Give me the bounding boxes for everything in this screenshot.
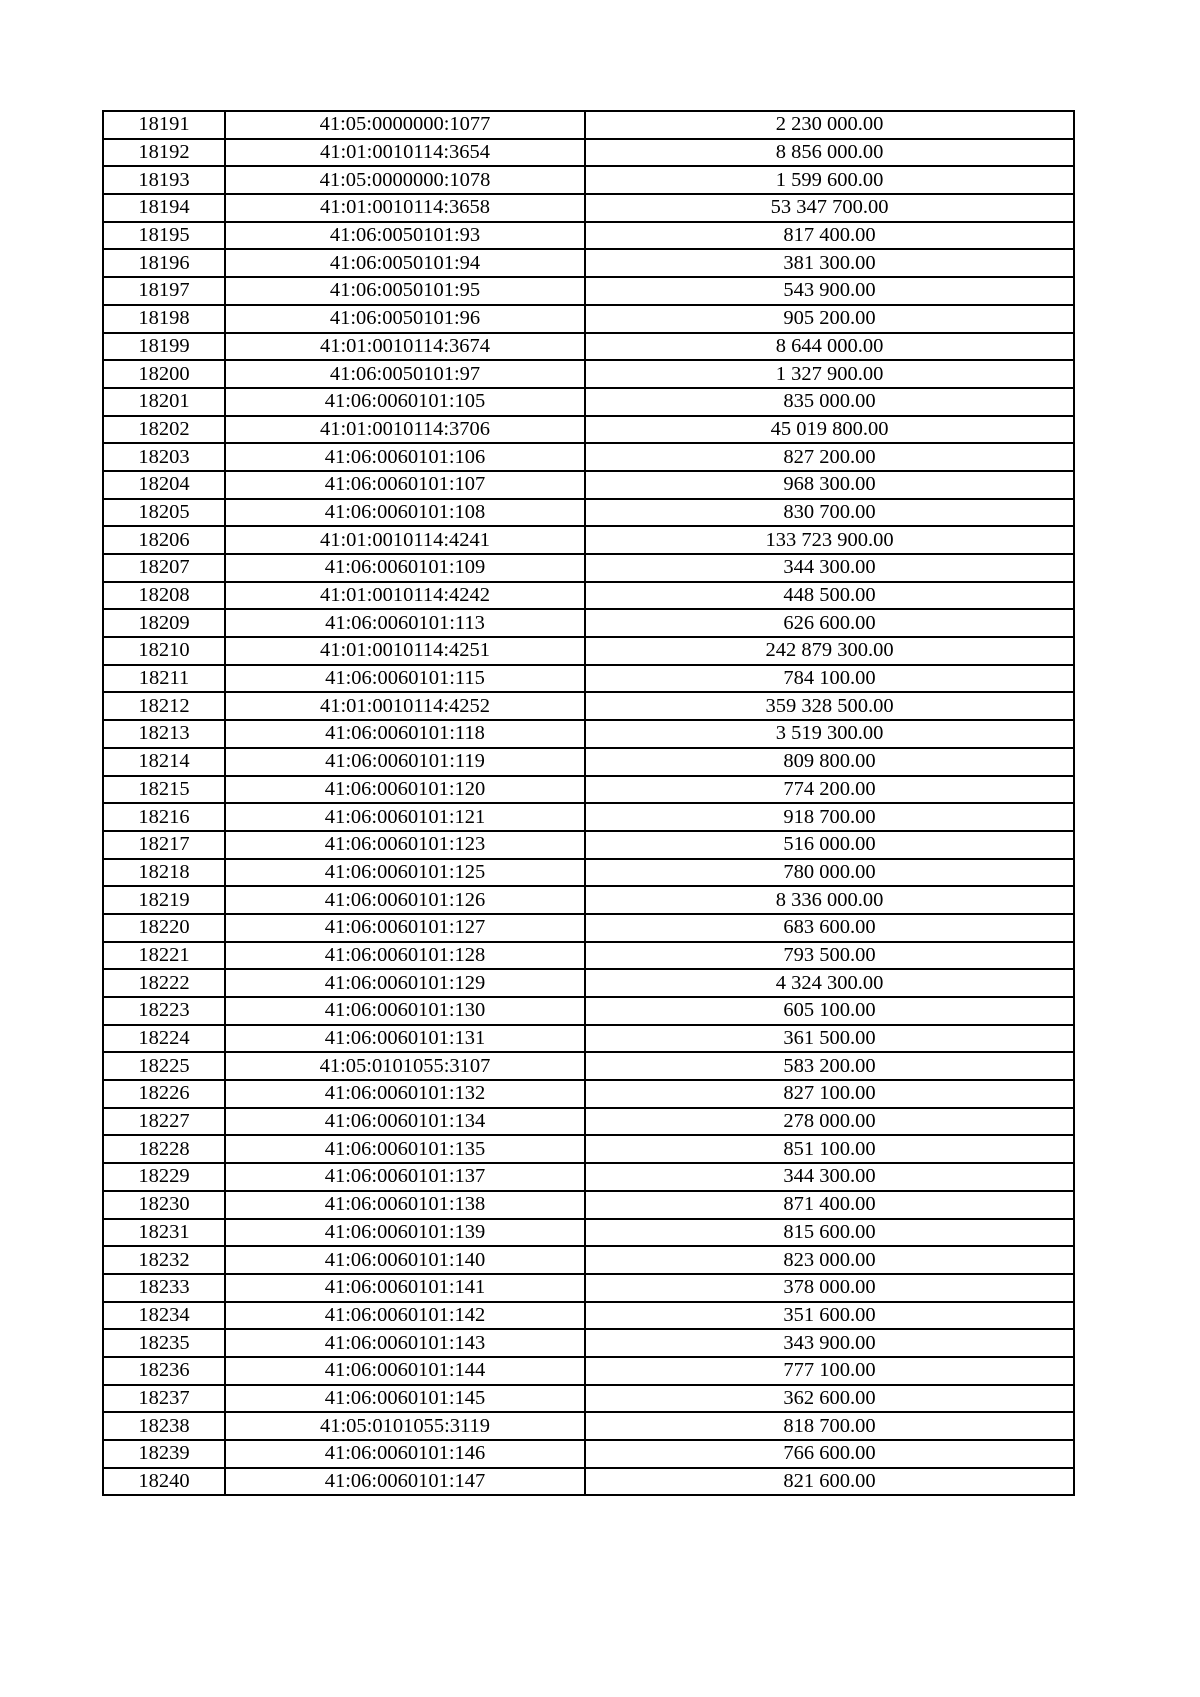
row-number-cell: 18224 bbox=[103, 1025, 225, 1053]
row-number-cell: 18238 bbox=[103, 1412, 225, 1440]
cadastral-value-cell: 3 519 300.00 bbox=[585, 720, 1074, 748]
table-row bbox=[103, 1025, 1074, 1053]
row-number-cell: 18235 bbox=[103, 1329, 225, 1357]
row-number-cell: 18198 bbox=[103, 305, 225, 333]
row-number-cell: 18197 bbox=[103, 277, 225, 305]
row-number-cell: 18196 bbox=[103, 249, 225, 277]
cadastral-value-cell: 605 100.00 bbox=[585, 997, 1074, 1025]
cadastral-number-cell: 41:05:0101055:3119 bbox=[225, 1412, 585, 1440]
table-row bbox=[103, 859, 1074, 887]
cadastral-value-cell: 823 000.00 bbox=[585, 1246, 1074, 1274]
cadastral-number-cell: 41:01:0010114:4242 bbox=[225, 582, 585, 610]
cadastral-number-cell: 41:06:0050101:96 bbox=[225, 305, 585, 333]
cadastral-number-cell: 41:06:0060101:108 bbox=[225, 499, 585, 527]
cadastral-value-cell: 626 600.00 bbox=[585, 609, 1074, 637]
row-number-cell: 18208 bbox=[103, 582, 225, 610]
cadastral-value-cell: 818 700.00 bbox=[585, 1412, 1074, 1440]
cadastral-number-cell: 41:06:0060101:127 bbox=[225, 914, 585, 942]
table-row bbox=[103, 1246, 1074, 1274]
cadastral-value-cell: 793 500.00 bbox=[585, 942, 1074, 970]
row-number-cell: 18191 bbox=[103, 111, 225, 139]
cadastral-value-cell: 827 100.00 bbox=[585, 1080, 1074, 1108]
row-number-cell: 18212 bbox=[103, 692, 225, 720]
row-number-cell: 18239 bbox=[103, 1440, 225, 1468]
table-row bbox=[103, 471, 1074, 499]
cadastral-value-cell: 45 019 800.00 bbox=[585, 416, 1074, 444]
cadastral-number-cell: 41:06:0060101:142 bbox=[225, 1302, 585, 1330]
cadastral-number-cell: 41:06:0060101:120 bbox=[225, 776, 585, 804]
row-number-cell: 18237 bbox=[103, 1385, 225, 1413]
table-row bbox=[103, 388, 1074, 416]
cadastral-number-cell: 41:06:0050101:95 bbox=[225, 277, 585, 305]
cadastral-number-cell: 41:05:0000000:1077 bbox=[225, 111, 585, 139]
row-number-cell: 18193 bbox=[103, 166, 225, 194]
table-row bbox=[103, 942, 1074, 970]
cadastral-value-cell: 381 300.00 bbox=[585, 249, 1074, 277]
row-number-cell: 18230 bbox=[103, 1191, 225, 1219]
row-number-cell: 18228 bbox=[103, 1135, 225, 1163]
cadastral-number-cell: 41:06:0060101:137 bbox=[225, 1163, 585, 1191]
cadastral-number-cell: 41:06:0060101:107 bbox=[225, 471, 585, 499]
row-number-cell: 18222 bbox=[103, 969, 225, 997]
row-number-cell: 18225 bbox=[103, 1052, 225, 1080]
cadastral-number-cell: 41:06:0060101:143 bbox=[225, 1329, 585, 1357]
cadastral-number-cell: 41:06:0060101:131 bbox=[225, 1025, 585, 1053]
table-row bbox=[103, 692, 1074, 720]
table-row bbox=[103, 305, 1074, 333]
cadastral-number-cell: 41:06:0060101:129 bbox=[225, 969, 585, 997]
cadastral-number-cell: 41:05:0101055:3107 bbox=[225, 1052, 585, 1080]
cadastral-number-cell: 41:06:0060101:144 bbox=[225, 1357, 585, 1385]
table-row bbox=[103, 1468, 1074, 1496]
table-row bbox=[103, 1440, 1074, 1468]
cadastral-value-cell: 1 327 900.00 bbox=[585, 360, 1074, 388]
cadastral-value-cell: 448 500.00 bbox=[585, 582, 1074, 610]
cadastral-value-cell: 242 879 300.00 bbox=[585, 637, 1074, 665]
cadastral-value-cell: 827 200.00 bbox=[585, 443, 1074, 471]
cadastral-value-cell: 809 800.00 bbox=[585, 748, 1074, 776]
row-number-cell: 18203 bbox=[103, 443, 225, 471]
cadastral-number-cell: 41:06:0060101:132 bbox=[225, 1080, 585, 1108]
cadastral-number-cell: 41:06:0060101:134 bbox=[225, 1108, 585, 1136]
row-number-cell: 18217 bbox=[103, 831, 225, 859]
row-number-cell: 18220 bbox=[103, 914, 225, 942]
cadastral-value-cell: 835 000.00 bbox=[585, 388, 1074, 416]
cadastral-number-cell: 41:06:0060101:115 bbox=[225, 665, 585, 693]
cadastral-number-cell: 41:06:0060101:113 bbox=[225, 609, 585, 637]
table-row bbox=[103, 1191, 1074, 1219]
cadastral-number-cell: 41:05:0000000:1078 bbox=[225, 166, 585, 194]
row-number-cell: 18211 bbox=[103, 665, 225, 693]
cadastral-value-cell: 361 500.00 bbox=[585, 1025, 1074, 1053]
table-row bbox=[103, 720, 1074, 748]
row-number-cell: 18195 bbox=[103, 222, 225, 250]
cadastral-value-cell: 53 347 700.00 bbox=[585, 194, 1074, 222]
row-number-cell: 18236 bbox=[103, 1357, 225, 1385]
row-number-cell: 18233 bbox=[103, 1274, 225, 1302]
cadastral-value-cell: 343 900.00 bbox=[585, 1329, 1074, 1357]
cadastral-value-cell: 784 100.00 bbox=[585, 665, 1074, 693]
cadastral-number-cell: 41:06:0050101:93 bbox=[225, 222, 585, 250]
cadastral-number-cell: 41:01:0010114:3658 bbox=[225, 194, 585, 222]
table-row bbox=[103, 139, 1074, 167]
table-row bbox=[103, 166, 1074, 194]
row-number-cell: 18240 bbox=[103, 1468, 225, 1496]
cadastral-value-cell: 543 900.00 bbox=[585, 277, 1074, 305]
cadastral-number-cell: 41:06:0060101:135 bbox=[225, 1135, 585, 1163]
cadastral-value-cell: 344 300.00 bbox=[585, 554, 1074, 582]
table-row bbox=[103, 194, 1074, 222]
table-row bbox=[103, 1052, 1074, 1080]
cadastral-value-cell: 583 200.00 bbox=[585, 1052, 1074, 1080]
cadastral-value-cell: 817 400.00 bbox=[585, 222, 1074, 250]
table-row bbox=[103, 443, 1074, 471]
cadastral-number-cell: 41:06:0060101:128 bbox=[225, 942, 585, 970]
row-number-cell: 18231 bbox=[103, 1219, 225, 1247]
table-row bbox=[103, 914, 1074, 942]
cadastral-number-cell: 41:06:0060101:118 bbox=[225, 720, 585, 748]
row-number-cell: 18199 bbox=[103, 333, 225, 361]
cadastral-number-cell: 41:01:0010114:3706 bbox=[225, 416, 585, 444]
cadastral-value-cell: 278 000.00 bbox=[585, 1108, 1074, 1136]
cadastral-number-cell: 41:06:0060101:123 bbox=[225, 831, 585, 859]
row-number-cell: 18223 bbox=[103, 997, 225, 1025]
cadastral-value-cell: 968 300.00 bbox=[585, 471, 1074, 499]
table-row bbox=[103, 1163, 1074, 1191]
row-number-cell: 18200 bbox=[103, 360, 225, 388]
cadastral-number-cell: 41:06:0060101:119 bbox=[225, 748, 585, 776]
cadastral-number-cell: 41:06:0060101:138 bbox=[225, 1191, 585, 1219]
row-number-cell: 18227 bbox=[103, 1108, 225, 1136]
table-row bbox=[103, 1274, 1074, 1302]
cadastral-number-cell: 41:06:0060101:121 bbox=[225, 803, 585, 831]
row-number-cell: 18221 bbox=[103, 942, 225, 970]
cadastral-number-cell: 41:06:0060101:141 bbox=[225, 1274, 585, 1302]
row-number-cell: 18201 bbox=[103, 388, 225, 416]
table-row bbox=[103, 1135, 1074, 1163]
table-row bbox=[103, 1329, 1074, 1357]
row-number-cell: 18232 bbox=[103, 1246, 225, 1274]
cadastral-number-cell: 41:01:0010114:3674 bbox=[225, 333, 585, 361]
row-number-cell: 18192 bbox=[103, 139, 225, 167]
cadastral-number-cell: 41:06:0060101:146 bbox=[225, 1440, 585, 1468]
cadastral-value-cell: 133 723 900.00 bbox=[585, 526, 1074, 554]
cadastral-number-cell: 41:06:0060101:145 bbox=[225, 1385, 585, 1413]
row-number-cell: 18206 bbox=[103, 526, 225, 554]
table-row bbox=[103, 1385, 1074, 1413]
row-number-cell: 18218 bbox=[103, 859, 225, 887]
cadastral-number-cell: 41:06:0050101:97 bbox=[225, 360, 585, 388]
cadastral-value-cell: 344 300.00 bbox=[585, 1163, 1074, 1191]
table-row bbox=[103, 499, 1074, 527]
cadastral-number-cell: 41:06:0060101:139 bbox=[225, 1219, 585, 1247]
cadastral-number-cell: 41:06:0060101:147 bbox=[225, 1468, 585, 1496]
row-number-cell: 18215 bbox=[103, 776, 225, 804]
table-row bbox=[103, 416, 1074, 444]
table-row bbox=[103, 111, 1074, 139]
table-body bbox=[103, 111, 1074, 1495]
cadastral-value-cell: 2 230 000.00 bbox=[585, 111, 1074, 139]
cadastral-value-cell: 766 600.00 bbox=[585, 1440, 1074, 1468]
table-row bbox=[103, 333, 1074, 361]
table-row bbox=[103, 1412, 1074, 1440]
row-number-cell: 18226 bbox=[103, 1080, 225, 1108]
cadastral-value-table bbox=[102, 110, 1075, 1496]
row-number-cell: 18194 bbox=[103, 194, 225, 222]
cadastral-number-cell: 41:06:0060101:109 bbox=[225, 554, 585, 582]
table-row bbox=[103, 582, 1074, 610]
cadastral-number-cell: 41:06:0060101:140 bbox=[225, 1246, 585, 1274]
table-row bbox=[103, 1080, 1074, 1108]
cadastral-number-cell: 41:06:0060101:125 bbox=[225, 859, 585, 887]
cadastral-number-cell: 41:01:0010114:3654 bbox=[225, 139, 585, 167]
row-number-cell: 18216 bbox=[103, 803, 225, 831]
table-row bbox=[103, 665, 1074, 693]
table-row bbox=[103, 609, 1074, 637]
table-row bbox=[103, 249, 1074, 277]
table-row bbox=[103, 803, 1074, 831]
table-row bbox=[103, 1108, 1074, 1136]
cadastral-value-cell: 821 600.00 bbox=[585, 1468, 1074, 1496]
cadastral-number-cell: 41:06:0060101:105 bbox=[225, 388, 585, 416]
cadastral-value-cell: 918 700.00 bbox=[585, 803, 1074, 831]
table-row bbox=[103, 360, 1074, 388]
table-row bbox=[103, 554, 1074, 582]
table-row bbox=[103, 526, 1074, 554]
table-row bbox=[103, 1302, 1074, 1330]
table-row bbox=[103, 776, 1074, 804]
row-number-cell: 18207 bbox=[103, 554, 225, 582]
cadastral-value-cell: 871 400.00 bbox=[585, 1191, 1074, 1219]
cadastral-number-cell: 41:01:0010114:4241 bbox=[225, 526, 585, 554]
cadastral-value-cell: 777 100.00 bbox=[585, 1357, 1074, 1385]
cadastral-value-cell: 359 328 500.00 bbox=[585, 692, 1074, 720]
row-number-cell: 18204 bbox=[103, 471, 225, 499]
table-row bbox=[103, 831, 1074, 859]
cadastral-value-cell: 8 644 000.00 bbox=[585, 333, 1074, 361]
cadastral-number-cell: 41:06:0060101:126 bbox=[225, 886, 585, 914]
cadastral-value-cell: 516 000.00 bbox=[585, 831, 1074, 859]
row-number-cell: 18209 bbox=[103, 609, 225, 637]
table-row bbox=[103, 1219, 1074, 1247]
cadastral-value-cell: 780 000.00 bbox=[585, 859, 1074, 887]
row-number-cell: 18219 bbox=[103, 886, 225, 914]
table-row bbox=[103, 277, 1074, 305]
row-number-cell: 18205 bbox=[103, 499, 225, 527]
cadastral-value-cell: 815 600.00 bbox=[585, 1219, 1074, 1247]
cadastral-number-cell: 41:06:0050101:94 bbox=[225, 249, 585, 277]
cadastral-number-cell: 41:01:0010114:4251 bbox=[225, 637, 585, 665]
cadastral-value-cell: 8 336 000.00 bbox=[585, 886, 1074, 914]
cadastral-value-cell: 4 324 300.00 bbox=[585, 969, 1074, 997]
table-row bbox=[103, 997, 1074, 1025]
cadastral-number-cell: 41:01:0010114:4252 bbox=[225, 692, 585, 720]
cadastral-number-cell: 41:06:0060101:130 bbox=[225, 997, 585, 1025]
row-number-cell: 18210 bbox=[103, 637, 225, 665]
cadastral-value-cell: 774 200.00 bbox=[585, 776, 1074, 804]
cadastral-number-cell: 41:06:0060101:106 bbox=[225, 443, 585, 471]
table-row bbox=[103, 222, 1074, 250]
row-number-cell: 18229 bbox=[103, 1163, 225, 1191]
cadastral-value-cell: 362 600.00 bbox=[585, 1385, 1074, 1413]
row-number-cell: 18234 bbox=[103, 1302, 225, 1330]
cadastral-value-cell: 8 856 000.00 bbox=[585, 139, 1074, 167]
cadastral-value-cell: 683 600.00 bbox=[585, 914, 1074, 942]
table-row bbox=[103, 748, 1074, 776]
table-row bbox=[103, 969, 1074, 997]
table-row bbox=[103, 886, 1074, 914]
cadastral-value-cell: 351 600.00 bbox=[585, 1302, 1074, 1330]
cadastral-value-cell: 851 100.00 bbox=[585, 1135, 1074, 1163]
cadastral-value-cell: 378 000.00 bbox=[585, 1274, 1074, 1302]
cadastral-value-cell: 830 700.00 bbox=[585, 499, 1074, 527]
row-number-cell: 18214 bbox=[103, 748, 225, 776]
row-number-cell: 18202 bbox=[103, 416, 225, 444]
table-row bbox=[103, 637, 1074, 665]
cadastral-value-cell: 905 200.00 bbox=[585, 305, 1074, 333]
table-row bbox=[103, 1357, 1074, 1385]
row-number-cell: 18213 bbox=[103, 720, 225, 748]
cadastral-value-cell: 1 599 600.00 bbox=[585, 166, 1074, 194]
